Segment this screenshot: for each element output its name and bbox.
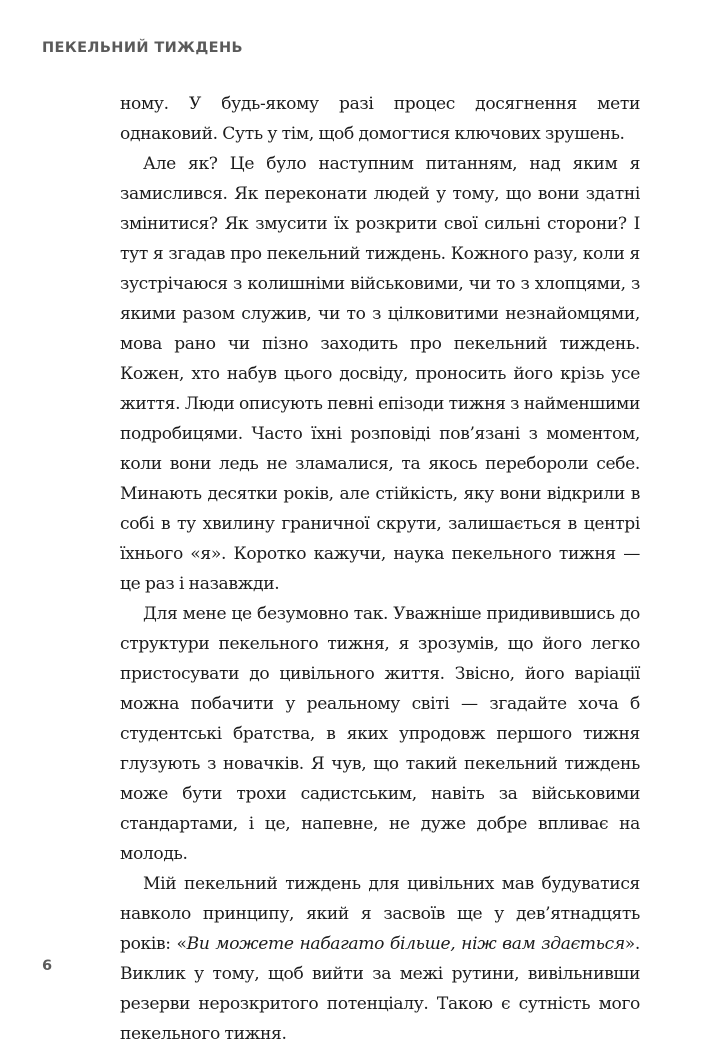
paragraph: Але як? Це було наступним питанням, над яким я замислився. Як переконати людей у тому, що вони здатні змінитися? Як змусити їх розкрити свої сильні сторони? І тут я згадав про пекельний тиждень. Кожного разу, коли я зустрічаюся з колишніми військовими, чи то з хлопцями, з якими разом служив, чи то з цілковитими незнайомцями, мова рано чи пізно заходить про пекельний тиждень. Кожен, хто набув цього досвіду, проносить його крізь усе життя. Люди описують певні епізоди тижня з найменшими подробицями. Часто їхні розповіді пов’язані з моментом, коли вони ледь не зламалися, та якось перебороли себе. Минають десятки років, але стійкість, яку вони відкрили в собі в ту хвилину граничної скрути, залишається в центрі їхнього «я». Коротко кажучи, наука пекельного тижня — це раз і назавжди.	[120, 154, 640, 594]
body-text	[120, 89, 640, 1049]
running-head: ПЕКЕЛЬНИЙ ТИЖДЕНЬ	[42, 40, 243, 56]
paragraph-text-after-quote: ». Виклик у тому, щоб вийти за межі рутини, вивільнивши резерви нерозкритого потенціалу. Такою є сутність мого пекельного тижня.	[120, 934, 640, 1044]
paragraph: Для мене це безумовно так. Уважніше придивившись до структури пекельного тижня, я зрозумів, що його легко пристосувати до цивільного життя. Звісно, його варіації можна побачити у реальному світі — згадайте хоча б студентські братства, в яких упродовж першого тижня глузують з новачків. Я чув, що такий пекельний тиждень може бути трохи садистським, навіть за військовими стандартами, і це, напевне, не дуже добре впливає на молодь.	[120, 604, 640, 864]
paragraph	[120, 869, 640, 1049]
italic-quote: Ви можете набагато більше, ніж вам здається	[186, 934, 625, 954]
paragraph-continuation: ному. У будь-якому разі процес досягнення мети однаковий. Суть у тім, щоб домогтися ключових зрушень.	[120, 94, 640, 144]
page-number: 6	[42, 958, 53, 974]
paragraph-text-before-quote: Мій пекельний тиждень для цивільних мав будуватися навколо принципу, який я засвоїв ще у дев’ятнадцять років: «	[120, 874, 640, 954]
